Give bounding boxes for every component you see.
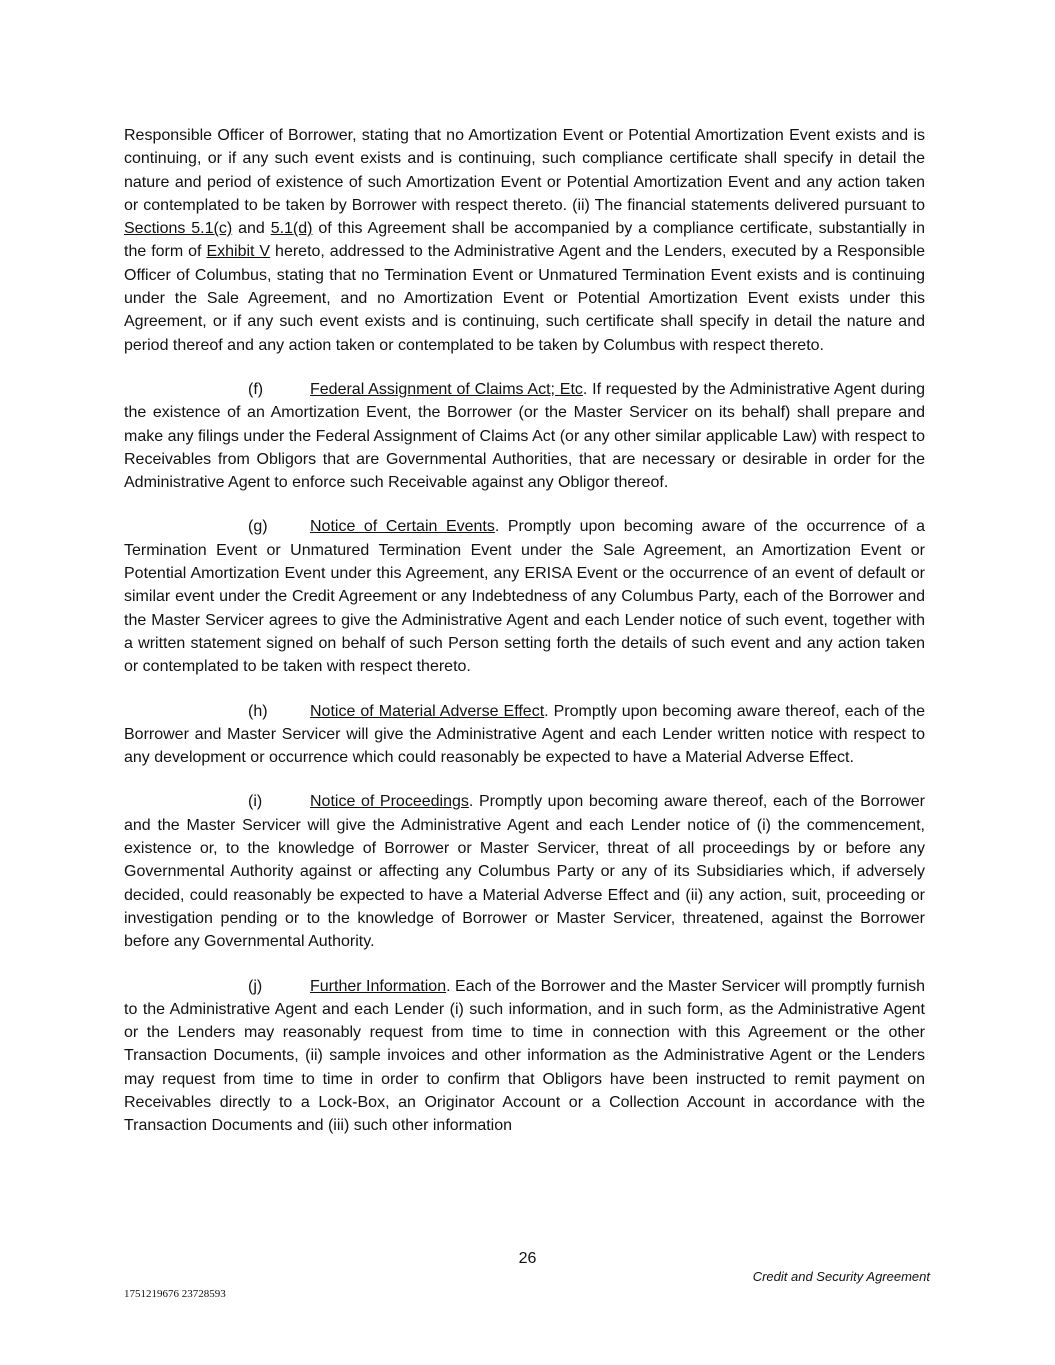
exhibit-v-reference: Exhibit V [206,243,271,261]
paragraph-j: (j) Further Information. Each of the Borrower and the Master Servicer will promptly furnish to the Administrative Agent and each Lender (i) such information, and in such form, as the Administrative Agent or the Lenders may reasonably request from time to time in connection with this Agreement or the other Transaction Documents, (ii) sample invoices and other information as the Administrative Agent or the Lenders may request from time to time in order to confirm that Obligors have been instructed to remit payment on Receivables directly to a Lock-Box, an Originator Account or a Collection Account in accordance with the Transaction Documents and (iii) such other information [124,975,925,1138]
heading-notice-of-material-adverse-effect: Notice of Material Adverse Effect [310,702,545,720]
paragraph-label-f: (f) [248,380,264,398]
paragraph-label-i: (i) [248,793,263,811]
section-5-1-d-reference: 5.1(d) [270,220,313,238]
paragraph-label-h: (h) [248,702,268,720]
page-number: 26 [518,1250,537,1267]
sections-5-1-c-reference: Sections 5.1(c) [124,220,233,238]
paragraph-h: (h) Notice of Material Adverse Effect. Promptly upon becoming aware thereof, each of the Borrower and Master Servicer will give the Administrative Agent and each Lender written notice with respect to any development or occurrence which could reasonably be expected to have a Material Adverse Effect. [124,700,925,770]
paragraph-label-j: (j) [248,977,263,995]
paragraph-f: (f) Federal Assignment of Claims Act; Etc. If requested by the Administrative Agent during the existence of an Amortization Event, the Borrower (or the Master Servicer on its behalf) shall prepare and make any filings under the Federal Assignment of Claims Act (or any other similar applicable Law) with respect to Receivables from Obligors that are Governmental Authorities, that are necessary or desirable in order for the Administrative Agent to enforce such Receivable against any Obligor thereof. [124,378,925,494]
heading-notice-of-proceedings: Notice of Proceedings [310,793,469,811]
document-title-footer: Credit and Security Agreement [752,1269,930,1284]
document-id-footer: 1751219676 23728593 [124,1288,226,1300]
heading-federal-assignment-of-claims-act: Federal Assignment of Claims Act; Etc [310,380,583,398]
paragraph-e-continued: Responsible Officer of Borrower, stating that no Amortization Event or Potential Amortization Event exists and is continuing, or if any such event exists and is continuing, such compliance certificate shall specify in detail the nature and period of existence of such Amortization Event or Potential Amortization Event and any action taken or contemplated to be taken by Borrower with respect thereto. (ii) The financial statements delivered pursuant to Sections 5.1(c) and 5.1(d) of this Agreement shall be accompanied by a compliance certificate, substantially in the form of Exhibit V hereto, addressed to the Administrative Agent and the Lenders, executed by a Responsible Officer of Columbus, stating that no Termination Event or Unmatured Termination Event exists and is continuing under the Sale Agreement, and no Amortization Event or Potential Amortization Event exists under this Agreement, or if any such event exists and is continuing, such certificate shall specify in detail the nature and period thereof and any action taken or contemplated to be taken by Columbus with respect thereto. [124,127,926,354]
paragraph-i: (i) Notice of Proceedings. Promptly upon becoming aware thereof, each of the Borrower and the Master Servicer will give the Administrative Agent and each Lender notice of (i) the commencement, existence or, to the knowledge of Borrower or Master Servicer, threat of all proceedings by or before any Governmental Authority against or affecting any Columbus Party or any of its Subsidiaries which, if adversely decided, could reasonably be expected to have a Material Adverse Effect and (ii) any action, suit, proceeding or investigation pending or to the knowledge of Borrower or Master Servicer, threatened, against the Borrower before any Governmental Authority. [124,790,925,953]
paragraph-g: (g) Notice of Certain Events. Promptly upon becoming aware of the occurrence of a Termination Event or Unmatured Termination Event under the Sale Agreement, an Amortization Event or Potential Amortization Event under this Agreement, any ERISA Event or the occurrence of an event of default or similar event under the Credit Agreement or any Indebtedness of any Columbus Party, each of the Borrower and the Master Servicer agrees to give the Administrative Agent and each Lender notice of such event, together with a written statement signed on behalf of such Person setting forth the details of such event and any action taken or contemplated to be taken with respect thereto. [124,515,925,678]
heading-notice-of-certain-events: Notice of Certain Events [310,518,495,536]
heading-further-information: Further Information [310,977,447,995]
body-text [124,124,925,1159]
paragraph-label-g: (g) [248,518,268,536]
